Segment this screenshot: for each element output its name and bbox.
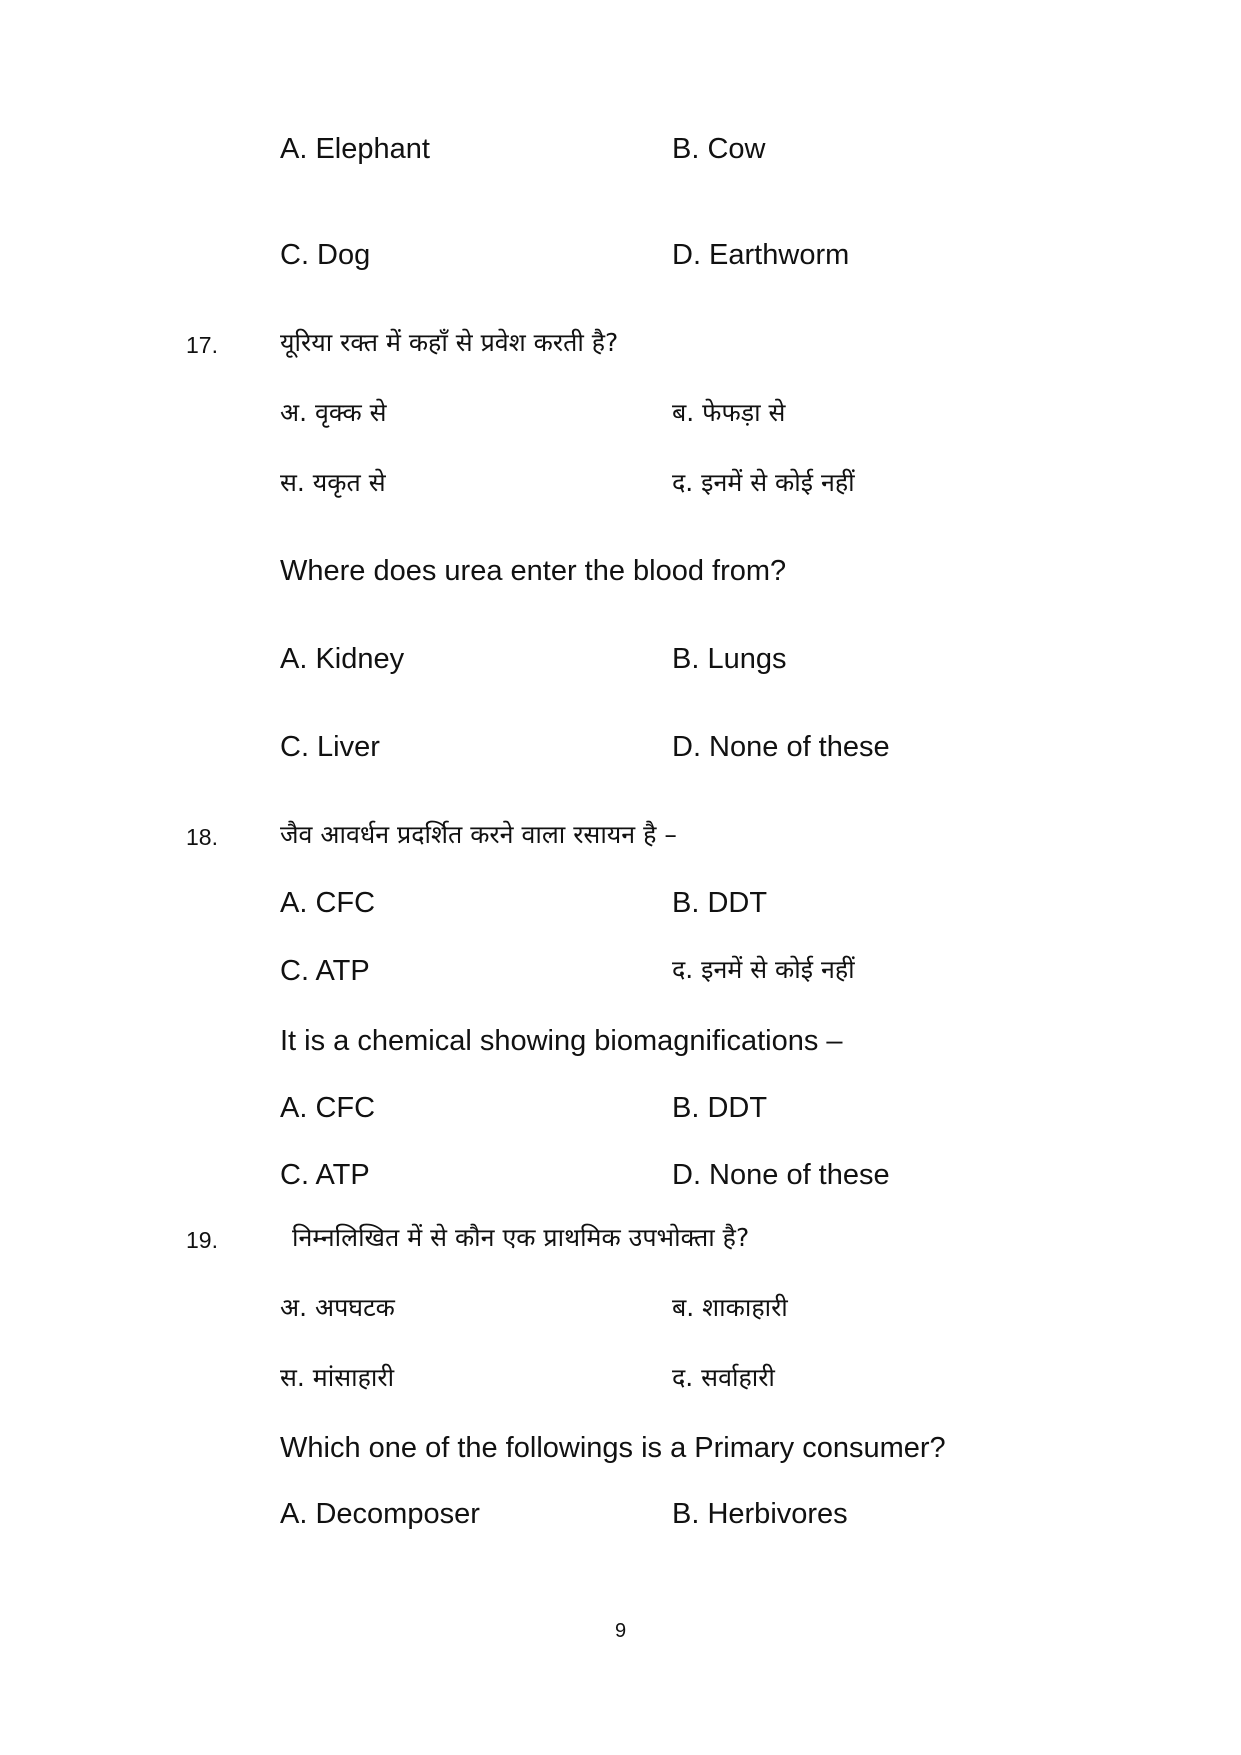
q17-hindi-option-c: स. यकृत से — [280, 468, 386, 497]
q18-option-c: C. ATP — [280, 1159, 370, 1191]
q17-hindi-option-a: अ. वृक्क से — [280, 398, 387, 427]
page-number: 9 — [614, 1620, 627, 1642]
q18-hindi-option-c: C. ATP — [280, 955, 370, 987]
q18-option-b: B. DDT — [672, 1092, 768, 1124]
q16-option-c: C. Dog — [280, 239, 371, 271]
q18-hindi-option-b: B. DDT — [672, 887, 768, 919]
q18-option-d: D. None of these — [672, 1159, 890, 1191]
q18-hindi-question: जैव आवर्धन प्रदर्शित करने वाला रसायन है – — [280, 820, 677, 849]
q19-english-question: Which one of the followings is a Primary consumer? — [280, 1432, 946, 1464]
q17-option-a: A. Kidney — [280, 643, 405, 675]
q18-english-question: It is a chemical showing biomagnifications – — [280, 1025, 843, 1057]
q19-hindi-option-b: ब. शाकाहारी — [672, 1293, 788, 1322]
q16-option-d: D. Earthworm — [672, 239, 850, 271]
q18-hindi-option-d: द. इनमें से कोई नहीं — [672, 955, 855, 984]
q16-option-b: B. Cow — [672, 133, 766, 165]
q17-hindi-question: यूरिया रक्त में कहाँ से प्रवेश करती है? — [280, 328, 619, 357]
q18-option-a: A. CFC — [280, 1092, 376, 1124]
q18-number: 18. — [186, 824, 218, 850]
q19-number: 19. — [186, 1227, 218, 1253]
q19-option-b: B. Herbivores — [672, 1498, 848, 1530]
q19-hindi-question: निम्नलिखित में से कौन एक प्राथमिक उपभोक्ता है? — [292, 1223, 750, 1252]
q17-option-d: D. None of these — [672, 731, 890, 763]
q17-hindi-option-d: द. इनमें से कोई नहीं — [672, 468, 855, 497]
q19-hindi-option-a: अ. अपघटक — [280, 1293, 395, 1322]
q17-option-b: B. Lungs — [672, 643, 787, 675]
q19-option-a: A. Decomposer — [280, 1498, 480, 1530]
q19-hindi-option-c: स. मांसाहारी — [280, 1363, 395, 1392]
q19-hindi-option-d: द. सर्वाहारी — [672, 1363, 775, 1392]
q16-option-a: A. Elephant — [280, 133, 430, 165]
q17-number: 17. — [186, 332, 218, 358]
q17-hindi-option-b: ब. फेफड़ा से — [672, 398, 786, 427]
q17-option-c: C. Liver — [280, 731, 380, 763]
q17-english-question: Where does urea enter the blood from? — [280, 555, 787, 587]
q18-hindi-option-a: A. CFC — [280, 887, 376, 919]
